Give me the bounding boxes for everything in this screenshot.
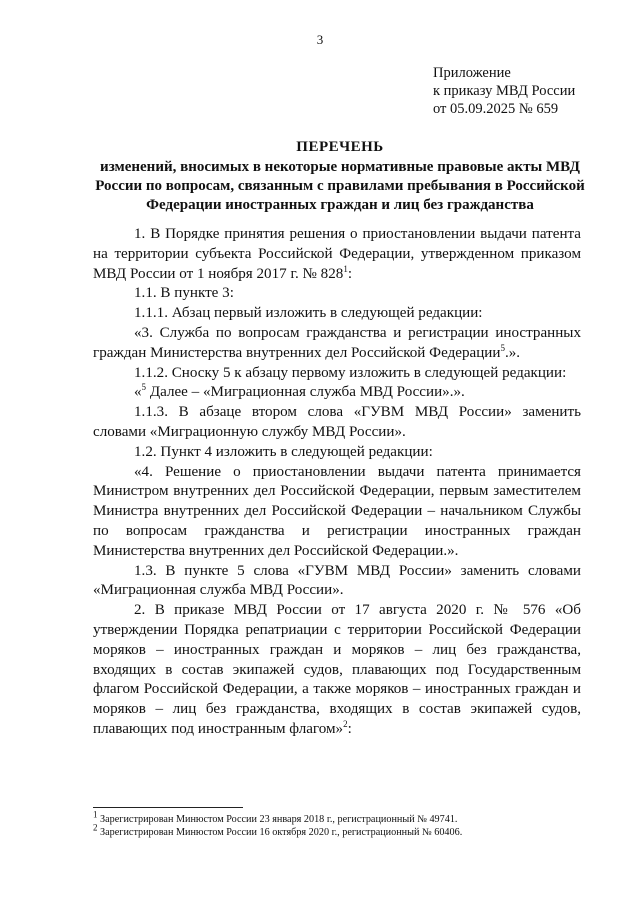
paragraph-quote-4: «4. Решение о приостановлении выдачи патента принимается Министром внутренних дел Российской Федерации, первым заместителем Министра внутренних дел Российской Федерации – начальником Службы по вопросам гражданства и регистрации иностранных граждан Министерства внутренних дел Российской Федерации.». bbox=[93, 463, 581, 559]
appendix-line-2: к приказу МВД России bbox=[433, 83, 576, 99]
paragraph-1-3: 1.3. В пункте 5 слова «ГУВМ МВД России» заменить словами «Миграционная служба МВД России». bbox=[93, 562, 581, 599]
appendix-line-1: Приложение bbox=[433, 65, 511, 81]
paragraph-1 bbox=[93, 225, 581, 284]
paragraph-text: 1. В Порядке принятия решения о приостановлении выдачи патента на территории субъекта Российской Федерации, утвержденном приказом МВД России от 1 ноября 2017 г. № 828 bbox=[93, 226, 581, 282]
paragraph-quote-3 bbox=[93, 324, 581, 364]
footnote-2 bbox=[93, 822, 593, 839]
page-number: 3 bbox=[316, 32, 324, 47]
footnote-ref: 5 bbox=[141, 382, 147, 393]
footnote-ref: 5 bbox=[500, 342, 505, 353]
footnote-text: Зарегистрирован Минюстом России 16 октября 2020 г., регистрационный № 60406. bbox=[97, 827, 463, 838]
paragraph-1-1-2: 1.1.2. Сноску 5 к абзацу первому изложить в следующей редакции: bbox=[134, 364, 567, 381]
paragraph-text: 2. В приказе МВД России от 17 августа 2020 г. № 576 «Об утверждении Порядка репатриации с территории Российской Федерации моряков – иностранных граждан и моряков – лиц без гражданства, входящих в состав экипажей судов, плавающих под Государственным флагом Российской Федерации, а также моряков – иностранных граждан и моряков – лиц без гражданства, входящих в состав экипажей судов, плавающих под иностранным флагом» bbox=[93, 602, 581, 737]
paragraph-1-2: 1.2. Пункт 4 изложить в следующей редакции: bbox=[134, 443, 433, 460]
footnote-ref: 2 bbox=[343, 718, 348, 729]
document-body bbox=[93, 225, 581, 740]
paragraph-2 bbox=[93, 601, 581, 740]
paragraph-tail: : bbox=[347, 265, 353, 282]
paragraph-1-1-1: 1.1.1. Абзац первый изложить в следующей редакции: bbox=[134, 305, 483, 322]
document-title bbox=[90, 138, 590, 215]
footnote-number: 1 bbox=[93, 809, 98, 820]
title-heading: ПЕРЕЧЕНЬ bbox=[296, 139, 384, 155]
paragraph-tail: Далее – «Миграционная служба МВД России».». bbox=[146, 384, 465, 401]
appendix-header bbox=[433, 64, 575, 118]
paragraph-tail: : bbox=[347, 720, 352, 737]
footnote-number: 2 bbox=[93, 822, 98, 833]
appendix-line-3: от 05.09.2025 № 659 bbox=[433, 101, 559, 117]
paragraph-1-1-3: 1.1.3. В абзаце втором слова «ГУВМ МВД России» заменить словами «Миграционную службу МВД России». bbox=[93, 404, 581, 440]
paragraph-text: «3. Служба по вопросам гражданства и регистрации иностранных граждан Министерства внутренних дел Российской Федерации bbox=[93, 324, 581, 361]
footnotes bbox=[93, 809, 593, 839]
paragraph-text: « bbox=[134, 384, 142, 401]
title-subtitle: изменений, вносимых в некоторые нормативные правовые акты МВД России по вопросам, связанным с правилами пребывания в Российской Федерации иностранных граждан и лиц без гражданства bbox=[95, 159, 585, 213]
paragraph-quote-5 bbox=[93, 383, 581, 403]
footnote-divider bbox=[93, 807, 243, 808]
footnote-1 bbox=[93, 809, 593, 826]
paragraph-tail: .». bbox=[504, 344, 521, 361]
footnote-text: Зарегистрирован Минюстом России 23 января 2018 г., регистрационный № 49741. bbox=[97, 814, 458, 825]
footnote-ref: 1 bbox=[343, 263, 348, 274]
paragraph-1-1: 1.1. В пункте 3: bbox=[134, 285, 234, 302]
